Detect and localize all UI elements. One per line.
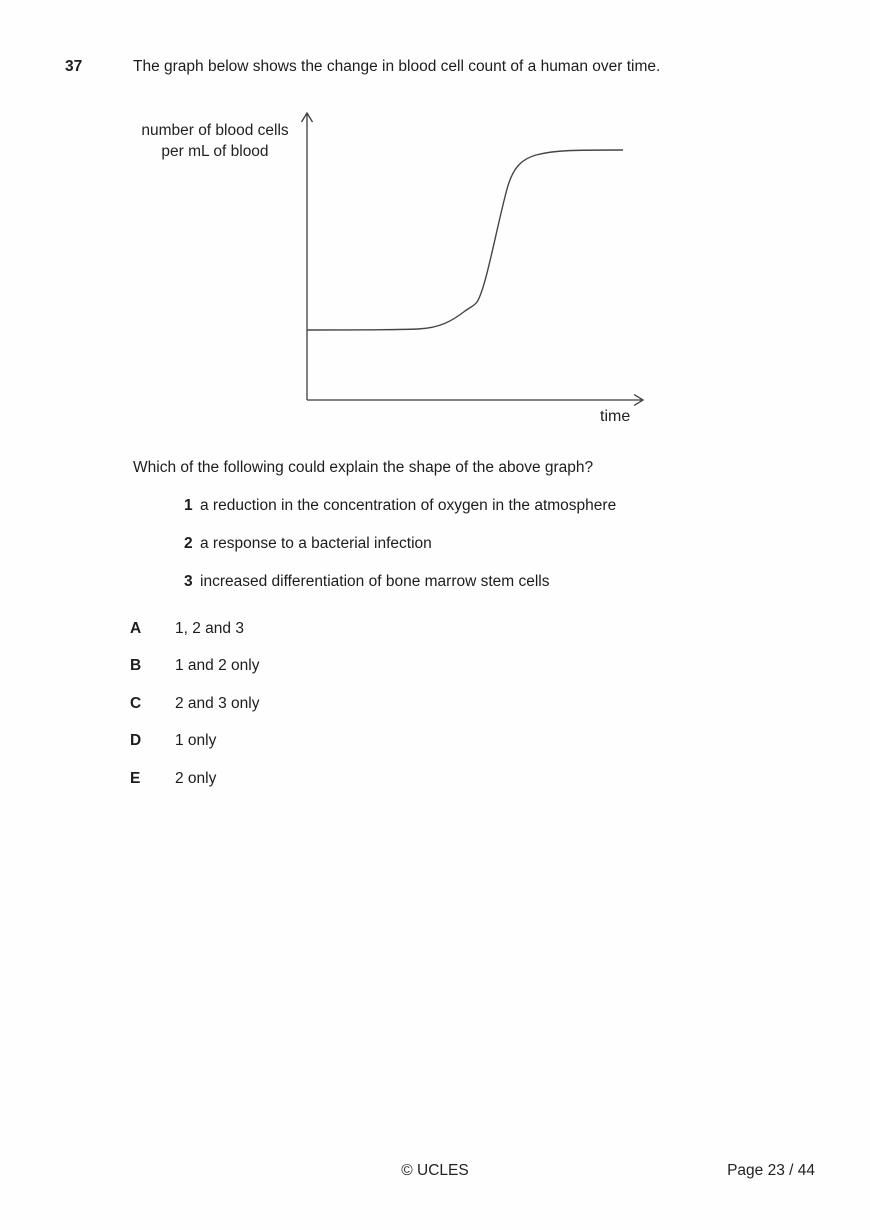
question-intro: The graph below shows the change in blood cell count of a human over time. [133, 58, 661, 75]
y-axis-label [130, 120, 300, 162]
question-number: 37 [65, 58, 83, 75]
option-a-letter: A [130, 620, 142, 637]
option-b-text: 1 and 2 only [175, 657, 260, 674]
x-axis-label: time [600, 408, 631, 425]
option-e-letter: E [130, 770, 141, 787]
option-e-text: 2 only [175, 770, 217, 787]
option-c-text: 2 and 3 only [175, 695, 260, 712]
option-c [130, 695, 259, 713]
statement-3-text: increased differentiation of bone marrow stem cells [200, 573, 550, 590]
statement-2 [184, 535, 432, 553]
blood-cell-curve [307, 150, 623, 330]
statement-1-text: a reduction in the concentration of oxygen in the atmosphere [200, 497, 617, 514]
option-c-letter: C [130, 695, 142, 712]
option-d-letter: D [130, 732, 142, 749]
statement-1-number: 1 [184, 497, 193, 514]
statement-2-number: 2 [184, 535, 193, 552]
option-d [130, 732, 216, 750]
statement-1 [184, 497, 616, 515]
statement-3-number: 3 [184, 573, 193, 590]
option-a [130, 620, 244, 638]
question-prompt: Which of the following could explain the shape of the above graph? [133, 459, 594, 476]
option-a-text: 1, 2 and 3 [175, 620, 244, 637]
option-b [130, 657, 259, 675]
y-axis-label-line1: number of blood cells [141, 122, 289, 139]
option-d-text: 1 only [175, 732, 217, 749]
blood-cell-graph [280, 100, 670, 440]
option-e [130, 770, 216, 788]
footer-copyright: © UCLES [401, 1162, 469, 1179]
graph-canvas [280, 100, 670, 440]
statement-3 [184, 573, 550, 591]
statement-2-text: a response to a bacterial infection [200, 535, 432, 552]
y-axis-label-line2: per mL of blood [161, 143, 269, 160]
footer-page-number: Page 23 / 44 [727, 1162, 815, 1179]
option-b-letter: B [130, 657, 142, 674]
